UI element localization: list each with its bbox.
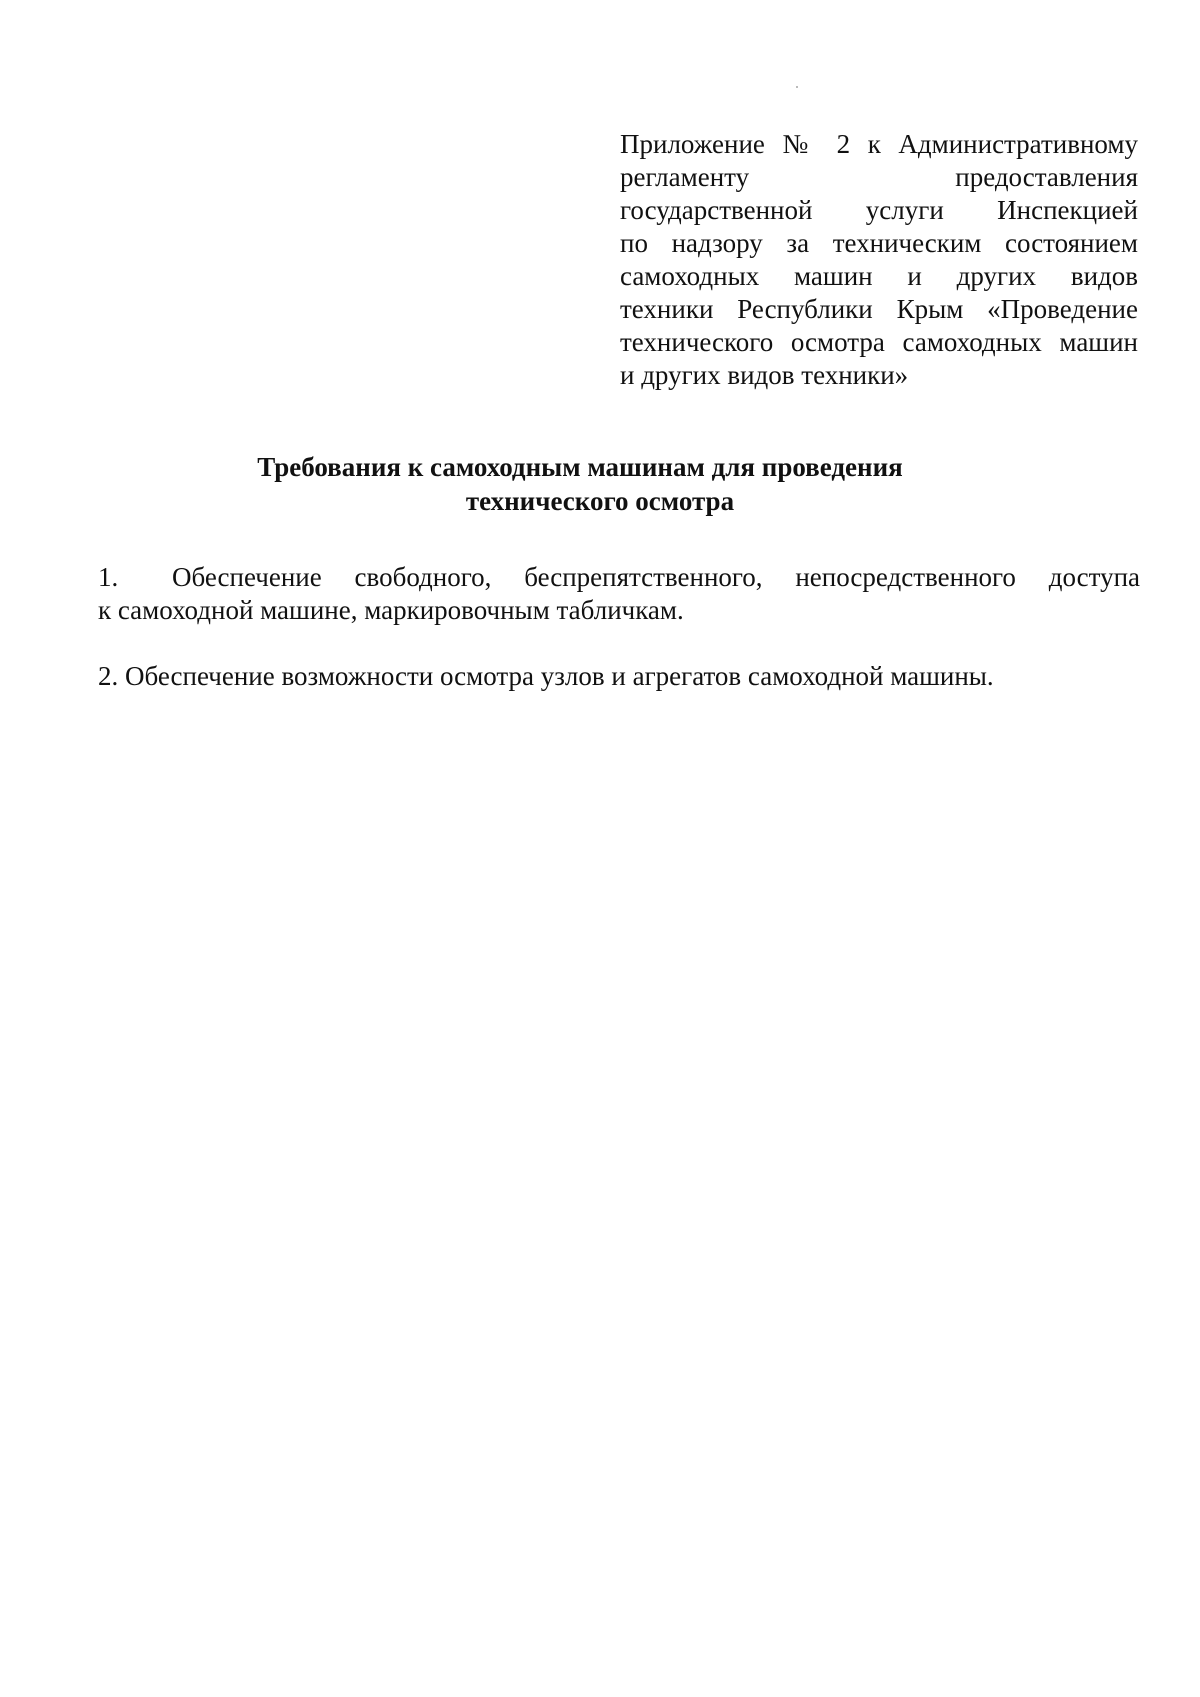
appendix-header [620, 128, 1138, 392]
document-title [150, 450, 1050, 518]
appendix-line: самоходных машин и других видов [620, 261, 1138, 291]
appendix-line: и других видов техники» [620, 360, 909, 390]
requirement-number: 1. [98, 562, 119, 592]
requirement-text: Обеспечение свободного, беспрепятственного, непосредственного доступа [172, 562, 1140, 592]
appendix-line: техники Республики Крым «Проведение [620, 294, 1138, 324]
requirement-item-1-line-1 [98, 561, 1140, 594]
appendix-line: государственной услуги Инспекцией [620, 195, 1138, 225]
appendix-line: Приложение № 2 к Административному [620, 129, 1138, 159]
appendix-line: по надзору за техническим состоянием [620, 228, 1138, 258]
title-line-2: технического осмотра [465, 486, 735, 516]
title-line-1: Требования к самоходным машинам для проведения [257, 452, 903, 482]
requirement-item-1 [98, 561, 1140, 627]
appendix-line: регламенту предоставления [620, 162, 1138, 192]
requirement-item-2: 2. Обеспечение возможности осмотра узлов и агрегатов самоходной машины. [98, 661, 994, 691]
appendix-line: технического осмотра самоходных машин [620, 327, 1138, 357]
requirement-item-1-line-2: к самоходной машине, маркировочным табличкам. [98, 595, 684, 625]
scan-artifact [796, 86, 798, 88]
